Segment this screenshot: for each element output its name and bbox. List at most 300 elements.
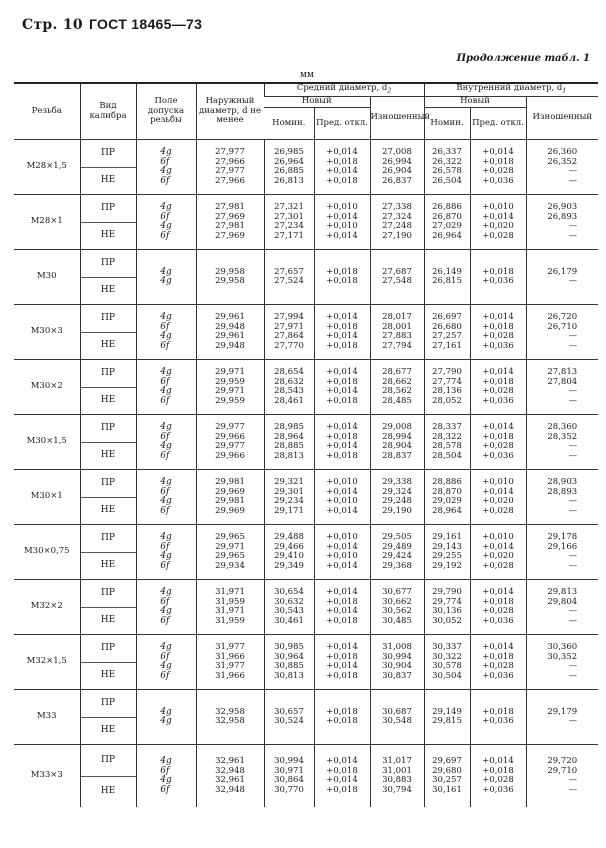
- col-thread: Резьба: [14, 83, 80, 140]
- mean-new-header: Новый: [264, 97, 370, 108]
- table-row: [14, 745, 598, 808]
- mean-nominal-value: 26,813: [274, 175, 304, 186]
- inner-deviation-value: +0,014: [482, 642, 514, 653]
- inner-deviation-value: +0,028: [482, 560, 514, 571]
- mean-worn-value-cell: [370, 195, 424, 250]
- mean-worn-value: 29,489: [382, 541, 412, 552]
- inner-nominal-value-cell: [424, 140, 470, 195]
- outer-diameter-value: 29,977: [215, 422, 245, 433]
- inner-deviation-value-cell: [470, 140, 526, 195]
- inner-worn-value-cell: [526, 360, 598, 415]
- mean-deviation-value: +0,014: [326, 642, 358, 653]
- mean-worn-value: 29,190: [382, 505, 412, 516]
- inner-worn-value: 26,710: [547, 321, 578, 332]
- inner-deviation-value: +0,014: [482, 147, 514, 158]
- tolerance-value: 4g: [160, 367, 172, 378]
- outer-diameter-value-cell: [196, 250, 264, 305]
- outer-diameter-value: 29,958: [215, 276, 245, 287]
- outer-diameter-value: 29,971: [215, 541, 245, 552]
- mean-deviation-value: +0,018: [326, 340, 358, 351]
- mean-worn-value: 28,001: [382, 321, 412, 332]
- inner-nominal-value-cell: [424, 690, 470, 745]
- outer-diameter-value-cell: [196, 415, 264, 470]
- tolerance-value-cell: [136, 525, 196, 580]
- mean-worn-value: 28,904: [382, 441, 412, 452]
- mean-worn-value: 29,424: [382, 551, 412, 562]
- inner-worn-value: —: [568, 221, 578, 232]
- inner-nominal-value-cell: [424, 305, 470, 360]
- thread-designation: M30×1,5: [14, 415, 80, 470]
- tolerance-value: 4g: [160, 202, 172, 213]
- mean-deviation-value: +0,018: [326, 596, 358, 607]
- mean-deviation-value: +0,014: [326, 211, 358, 222]
- tolerance-value-cell: [136, 195, 196, 250]
- gauge-go: ПР: [101, 202, 115, 213]
- outer-diameter-value-cell: [196, 140, 264, 195]
- inner-worn-value: 26,720: [547, 312, 578, 323]
- col-gauge-type: Вид калибра: [80, 83, 136, 140]
- mean-nominal-value: 28,654: [274, 367, 304, 378]
- thread-designation: M33×3: [14, 745, 80, 808]
- mean-nominal-value-cell: [264, 250, 314, 305]
- mean-nominal-value: 28,543: [274, 386, 304, 397]
- mean-deviation-value: +0,014: [326, 775, 358, 786]
- mean-worn-value: 29,505: [382, 532, 412, 543]
- outer-diameter-value: 29,959: [215, 376, 245, 387]
- inner-nominal-value: 28,322: [432, 431, 462, 442]
- col-mean-diameter: [264, 83, 424, 97]
- inner-diameter-sub: 1: [562, 87, 567, 95]
- outer-diameter-value: 29,969: [215, 505, 245, 516]
- inner-nominal-header: Номин.: [424, 108, 470, 140]
- inner-deviation-value: +0,014: [482, 312, 514, 323]
- tolerance-value: 4g: [160, 775, 172, 786]
- inner-nominal-value: 28,337: [432, 422, 462, 433]
- inner-worn-value: 26,352: [547, 156, 578, 167]
- inner-nominal-value: 30,578: [432, 661, 462, 672]
- inner-nominal-value-cell: [424, 745, 470, 808]
- tolerance-value-cell: [136, 360, 196, 415]
- mean-nominal-value: 29,321: [274, 477, 304, 488]
- inner-worn-value: —: [568, 175, 578, 186]
- mean-deviation-value: +0,010: [326, 532, 358, 543]
- inner-deviation-value: +0,028: [482, 505, 514, 516]
- gauge-type-cell: [80, 525, 136, 580]
- gauge-no-go: НЕ: [81, 662, 136, 690]
- tolerance-value: 4g: [160, 312, 172, 323]
- inner-nominal-value: 29,815: [432, 716, 462, 727]
- mean-worn-value: 29,338: [382, 477, 412, 488]
- outer-diameter-value-cell: [196, 525, 264, 580]
- mean-worn-value: 30,485: [382, 615, 412, 626]
- tolerance-value: 6f: [160, 156, 170, 167]
- mean-worn-value: 27,324: [382, 211, 412, 222]
- tolerance-value-cell: [136, 470, 196, 525]
- inner-worn-value-cell: [526, 635, 598, 690]
- inner-deviation-value: +0,020: [482, 496, 514, 507]
- outer-diameter-value: 29,977: [215, 441, 245, 452]
- mean-deviation-value: +0,018: [326, 670, 358, 681]
- outer-diameter-value: 29,981: [215, 496, 245, 507]
- inner-deviation-value: +0,036: [482, 670, 514, 681]
- outer-diameter-value-cell: [196, 470, 264, 525]
- inner-worn-value: 27,804: [547, 376, 578, 387]
- inner-worn-value: —: [568, 784, 578, 795]
- mean-nominal-value: 30,971: [274, 765, 304, 776]
- inner-worn-value-cell: [526, 195, 598, 250]
- table-row: [14, 305, 598, 360]
- thread-designation: M28×1: [14, 195, 80, 250]
- tolerance-value: 6f: [160, 784, 170, 795]
- inner-deviation-value: +0,010: [482, 202, 514, 213]
- mean-worn-value: 30,883: [382, 775, 412, 786]
- inner-deviation-value: +0,036: [482, 395, 514, 406]
- mean-nominal-value: 30,461: [274, 615, 304, 626]
- outer-diameter-value: 27,969: [215, 211, 245, 222]
- inner-nominal-value: 29,255: [432, 551, 462, 562]
- table-row: [14, 580, 598, 635]
- inner-worn-value: —: [568, 606, 578, 617]
- inner-nominal-value: 30,052: [432, 615, 462, 626]
- tolerance-value: 6f: [160, 615, 170, 626]
- mean-nominal-value: 29,349: [274, 560, 304, 571]
- inner-worn-value: —: [568, 775, 578, 786]
- outer-diameter-value-cell: [196, 745, 264, 808]
- table-row: [14, 470, 598, 525]
- table-row: [14, 525, 598, 580]
- inner-nominal-value: 30,161: [432, 784, 462, 795]
- mean-deviation-value-cell: [314, 360, 370, 415]
- mean-deviation-value: +0,018: [326, 175, 358, 186]
- mean-nominal-value-cell: [264, 470, 314, 525]
- tolerance-value: 4g: [160, 386, 172, 397]
- continuation-note: Продолжение табл. 1: [456, 53, 590, 64]
- mean-worn-value: 31,017: [382, 756, 412, 767]
- outer-diameter-value: 31,977: [215, 642, 245, 653]
- mean-worn-value-cell: [370, 140, 424, 195]
- mean-worn-value-cell: [370, 580, 424, 635]
- outer-diameter-value: 27,977: [215, 147, 245, 158]
- mean-nominal-value-cell: [264, 525, 314, 580]
- outer-diameter-value: 29,961: [215, 312, 245, 323]
- mean-worn-value: 29,368: [382, 560, 412, 571]
- mean-deviation-value: +0,014: [326, 147, 358, 158]
- outer-diameter-value: 27,981: [215, 202, 245, 213]
- mean-worn-value-cell: [370, 415, 424, 470]
- inner-worn-value: —: [568, 386, 578, 397]
- mean-worn-value: 28,017: [382, 312, 412, 323]
- inner-nominal-value: 29,149: [432, 706, 462, 717]
- tolerance-value: 6f: [160, 670, 170, 681]
- inner-deviation-value: +0,036: [482, 615, 514, 626]
- inner-deviation-value: +0,014: [482, 367, 514, 378]
- gauge-no-go: НЕ: [81, 277, 136, 305]
- table-row: [14, 415, 598, 470]
- mean-worn-value: 30,562: [382, 606, 412, 617]
- inner-deviation-value: +0,018: [482, 321, 514, 332]
- mean-deviation-value-cell: [314, 415, 370, 470]
- inner-worn-value: —: [568, 716, 578, 727]
- mean-worn-value-cell: [370, 745, 424, 808]
- outer-diameter-value: 31,971: [215, 587, 245, 598]
- tolerance-value: 6f: [160, 376, 170, 387]
- mean-deviation-value-cell: [314, 250, 370, 305]
- mean-deviation-value-cell: [314, 690, 370, 745]
- mean-nominal-value: 28,632: [274, 376, 304, 387]
- tolerance-value: 4g: [160, 756, 172, 767]
- gauge-type-cell: [80, 635, 136, 690]
- outer-diameter-value: 29,969: [215, 486, 245, 497]
- outer-diameter-value: 32,948: [215, 784, 245, 795]
- mean-deviation-value: +0,014: [326, 312, 358, 323]
- tolerance-value: 6f: [160, 431, 170, 442]
- outer-diameter-value: 29,959: [215, 395, 245, 406]
- mean-deviation-value: +0,014: [326, 386, 358, 397]
- mean-nominal-value-cell: [264, 140, 314, 195]
- mean-worn-value: 30,687: [382, 706, 412, 717]
- inner-deviation-value: +0,014: [482, 486, 514, 497]
- inner-deviation-value: +0,020: [482, 551, 514, 562]
- mean-nominal-value: 27,321: [274, 202, 304, 213]
- mean-worn-value: 30,837: [382, 670, 412, 681]
- inner-deviation-value: +0,036: [482, 340, 514, 351]
- inner-nominal-value: 26,149: [432, 266, 462, 277]
- mean-worn-value: 29,248: [382, 496, 412, 507]
- inner-nominal-value: 26,886: [432, 202, 462, 213]
- mean-worn-value-cell: [370, 525, 424, 580]
- inner-deviation-value: +0,036: [482, 276, 514, 287]
- inner-worn-value: —: [568, 230, 578, 241]
- tolerance-value-cell: [136, 415, 196, 470]
- outer-diameter-value-cell: [196, 635, 264, 690]
- outer-diameter-value: 29,948: [215, 340, 245, 351]
- inner-worn-value: 29,720: [547, 756, 578, 767]
- mean-deviation-header: Пред. откл.: [314, 108, 370, 140]
- tolerance-value: 4g: [160, 477, 172, 488]
- mean-deviation-value: +0,018: [326, 450, 358, 461]
- inner-deviation-value: +0,028: [482, 166, 514, 177]
- tolerance-value: 4g: [160, 532, 172, 543]
- table-row: [14, 140, 598, 195]
- inner-worn-value: —: [568, 441, 578, 452]
- inner-deviation-value: +0,018: [482, 266, 514, 277]
- inner-deviation-value-cell: [470, 360, 526, 415]
- tolerance-value: 4g: [160, 441, 172, 452]
- outer-diameter-value: 27,969: [215, 230, 245, 241]
- page-header: [22, 16, 202, 33]
- tolerance-value: 6f: [160, 395, 170, 406]
- mean-nominal-value: 30,543: [274, 606, 304, 617]
- mean-nominal-value-cell: [264, 690, 314, 745]
- inner-worn-value: 30,360: [547, 642, 578, 653]
- mean-nominal-value: 27,864: [274, 331, 304, 342]
- inner-worn-value: —: [568, 615, 578, 626]
- inner-worn-value: —: [568, 661, 578, 672]
- mean-worn-value: 28,994: [382, 431, 412, 442]
- inner-deviation-value-cell: [470, 690, 526, 745]
- tolerance-value: 6f: [160, 596, 170, 607]
- outer-diameter-value: 32,948: [215, 765, 245, 776]
- mean-deviation-value: +0,014: [326, 541, 358, 552]
- mean-nominal-value: 27,524: [274, 276, 304, 287]
- outer-diameter-value-cell: [196, 195, 264, 250]
- inner-worn-value: 30,352: [547, 651, 578, 662]
- inner-deviation-value: +0,036: [482, 175, 514, 186]
- outer-diameter-value: 29,948: [215, 321, 245, 332]
- mean-deviation-value: +0,014: [326, 560, 358, 571]
- inner-deviation-value: +0,014: [482, 541, 514, 552]
- mean-worn-value: 28,677: [382, 367, 412, 378]
- mean-nominal-value: 29,234: [274, 496, 304, 507]
- mean-worn-value-cell: [370, 250, 424, 305]
- inner-worn-value: —: [568, 551, 578, 562]
- inner-worn-value: —: [568, 395, 578, 406]
- gauge-type-cell: [80, 195, 136, 250]
- inner-nominal-value: 26,680: [432, 321, 462, 332]
- mean-deviation-value: +0,014: [326, 661, 358, 672]
- mean-worn-value: 28,662: [382, 376, 412, 387]
- inner-worn-value: —: [568, 331, 578, 342]
- mean-nominal-value: 28,813: [274, 450, 304, 461]
- inner-worn-value: 29,179: [547, 706, 578, 717]
- inner-worn-value: —: [568, 496, 578, 507]
- gauge-no-go: НЕ: [81, 167, 136, 195]
- inner-nominal-value: 29,697: [432, 756, 462, 767]
- inner-worn-value: 26,893: [547, 211, 578, 222]
- inner-deviation-value: +0,018: [482, 376, 514, 387]
- inner-deviation-value-cell: [470, 635, 526, 690]
- gauge-no-go: НЕ: [81, 607, 136, 635]
- thread-designation: M33: [14, 690, 80, 745]
- tolerance-value: 4g: [160, 422, 172, 433]
- col-tolerance-field: Поле допуска резьбы: [136, 83, 196, 140]
- inner-nominal-value-cell: [424, 635, 470, 690]
- gauge-type-cell: [80, 580, 136, 635]
- inner-nominal-value: 26,870: [432, 211, 462, 222]
- mean-worn-value: 30,994: [382, 651, 412, 662]
- outer-diameter-value: 31,966: [215, 651, 245, 662]
- mean-deviation-value: +0,018: [326, 395, 358, 406]
- mean-deviation-value: +0,018: [326, 615, 358, 626]
- tolerance-value-cell: [136, 690, 196, 745]
- mean-deviation-value: +0,018: [326, 321, 358, 332]
- inner-worn-value: 29,813: [547, 587, 578, 598]
- mean-deviation-value: +0,010: [326, 477, 358, 488]
- thread-designation: M30×1: [14, 470, 80, 525]
- inner-deviation-value: +0,018: [482, 596, 514, 607]
- gauge-type-cell: [80, 250, 136, 305]
- inner-nominal-value: 28,886: [432, 477, 462, 488]
- mean-deviation-value: +0,018: [326, 716, 358, 727]
- inner-deviation-header: Пред. откл.: [470, 108, 526, 140]
- outer-diameter-value: 29,966: [215, 431, 245, 442]
- page-label: Стр. 10: [22, 17, 83, 33]
- mean-nominal-value: 30,770: [274, 784, 304, 795]
- inner-nominal-value: 26,815: [432, 276, 462, 287]
- mean-nominal-value: 27,657: [274, 266, 304, 277]
- inner-worn-value: 27,813: [547, 367, 578, 378]
- inner-diameter-label: Внутренний диаметр, d: [456, 83, 563, 93]
- mean-nominal-value: 28,885: [274, 441, 304, 452]
- tolerance-value: 6f: [160, 560, 170, 571]
- mean-deviation-value-cell: [314, 140, 370, 195]
- mean-deviation-value: +0,010: [326, 496, 358, 507]
- inner-nominal-value-cell: [424, 250, 470, 305]
- inner-deviation-value-cell: [470, 470, 526, 525]
- inner-nominal-value: 30,337: [432, 642, 462, 653]
- inner-worn-value-cell: [526, 690, 598, 745]
- outer-diameter-value: 31,959: [215, 596, 245, 607]
- mean-deviation-value: +0,014: [326, 486, 358, 497]
- mean-worn-value-cell: [370, 360, 424, 415]
- gauge-type-cell: [80, 305, 136, 360]
- gauge-go: ПР: [101, 367, 115, 378]
- inner-nominal-value: 26,578: [432, 166, 462, 177]
- table-row: [14, 360, 598, 415]
- mean-nominal-value: 27,301: [274, 211, 304, 222]
- inner-worn-value: 26,903: [547, 202, 578, 213]
- inner-deviation-value: +0,028: [482, 230, 514, 241]
- gauge-go: ПР: [101, 532, 115, 543]
- mean-nominal-value-cell: [264, 305, 314, 360]
- inner-deviation-value: +0,018: [482, 706, 514, 717]
- gauge-go: ПР: [101, 697, 115, 708]
- table-row: [14, 690, 598, 745]
- mean-nominal-value: 28,461: [274, 395, 304, 406]
- inner-nominal-value: 26,337: [432, 147, 462, 158]
- mean-deviation-value: +0,018: [326, 431, 358, 442]
- inner-deviation-value: +0,036: [482, 784, 514, 795]
- outer-diameter-value: 31,966: [215, 670, 245, 681]
- mean-deviation-value-cell: [314, 470, 370, 525]
- gauge-type-cell: [80, 745, 136, 808]
- inner-worn-value-cell: [526, 305, 598, 360]
- inner-nominal-value: 29,143: [432, 541, 462, 552]
- inner-deviation-value: +0,018: [482, 156, 514, 167]
- tolerance-value-cell: [136, 305, 196, 360]
- gauge-go: ПР: [101, 312, 115, 323]
- inner-nominal-value: 30,257: [432, 775, 462, 786]
- mean-deviation-value: +0,018: [326, 376, 358, 387]
- outer-diameter-value: 32,961: [215, 756, 245, 767]
- inner-deviation-value: +0,014: [482, 756, 514, 767]
- mean-nominal-value: 28,964: [274, 431, 304, 442]
- tolerance-value: 4g: [160, 166, 172, 177]
- mean-worn-value: 29,008: [382, 422, 412, 433]
- inner-worn-value: —: [568, 560, 578, 571]
- outer-diameter-value: 27,977: [215, 166, 245, 177]
- inner-deviation-value-cell: [470, 195, 526, 250]
- mean-nominal-value: 27,994: [274, 312, 304, 323]
- inner-worn-value: 26,179: [547, 266, 578, 277]
- mean-deviation-value: +0,014: [326, 166, 358, 177]
- mean-nominal-value: 29,301: [274, 486, 304, 497]
- outer-diameter-value-cell: [196, 690, 264, 745]
- mean-deviation-value: +0,014: [326, 606, 358, 617]
- mean-nominal-value: 27,171: [274, 230, 304, 241]
- mean-nominal-header: Номин.: [264, 108, 314, 140]
- thread-designation: M32×1,5: [14, 635, 80, 690]
- thread-designation: M28×1,5: [14, 140, 80, 195]
- mean-nominal-value: 30,813: [274, 670, 304, 681]
- tolerance-value: 6f: [160, 211, 170, 222]
- gauge-no-go: НЕ: [81, 442, 136, 470]
- gauge-go: ПР: [101, 587, 115, 598]
- thread-designation: M30: [14, 250, 80, 305]
- tolerance-value: 6f: [160, 541, 170, 552]
- mean-worn-value: 26,904: [382, 166, 412, 177]
- mean-worn-value-cell: [370, 470, 424, 525]
